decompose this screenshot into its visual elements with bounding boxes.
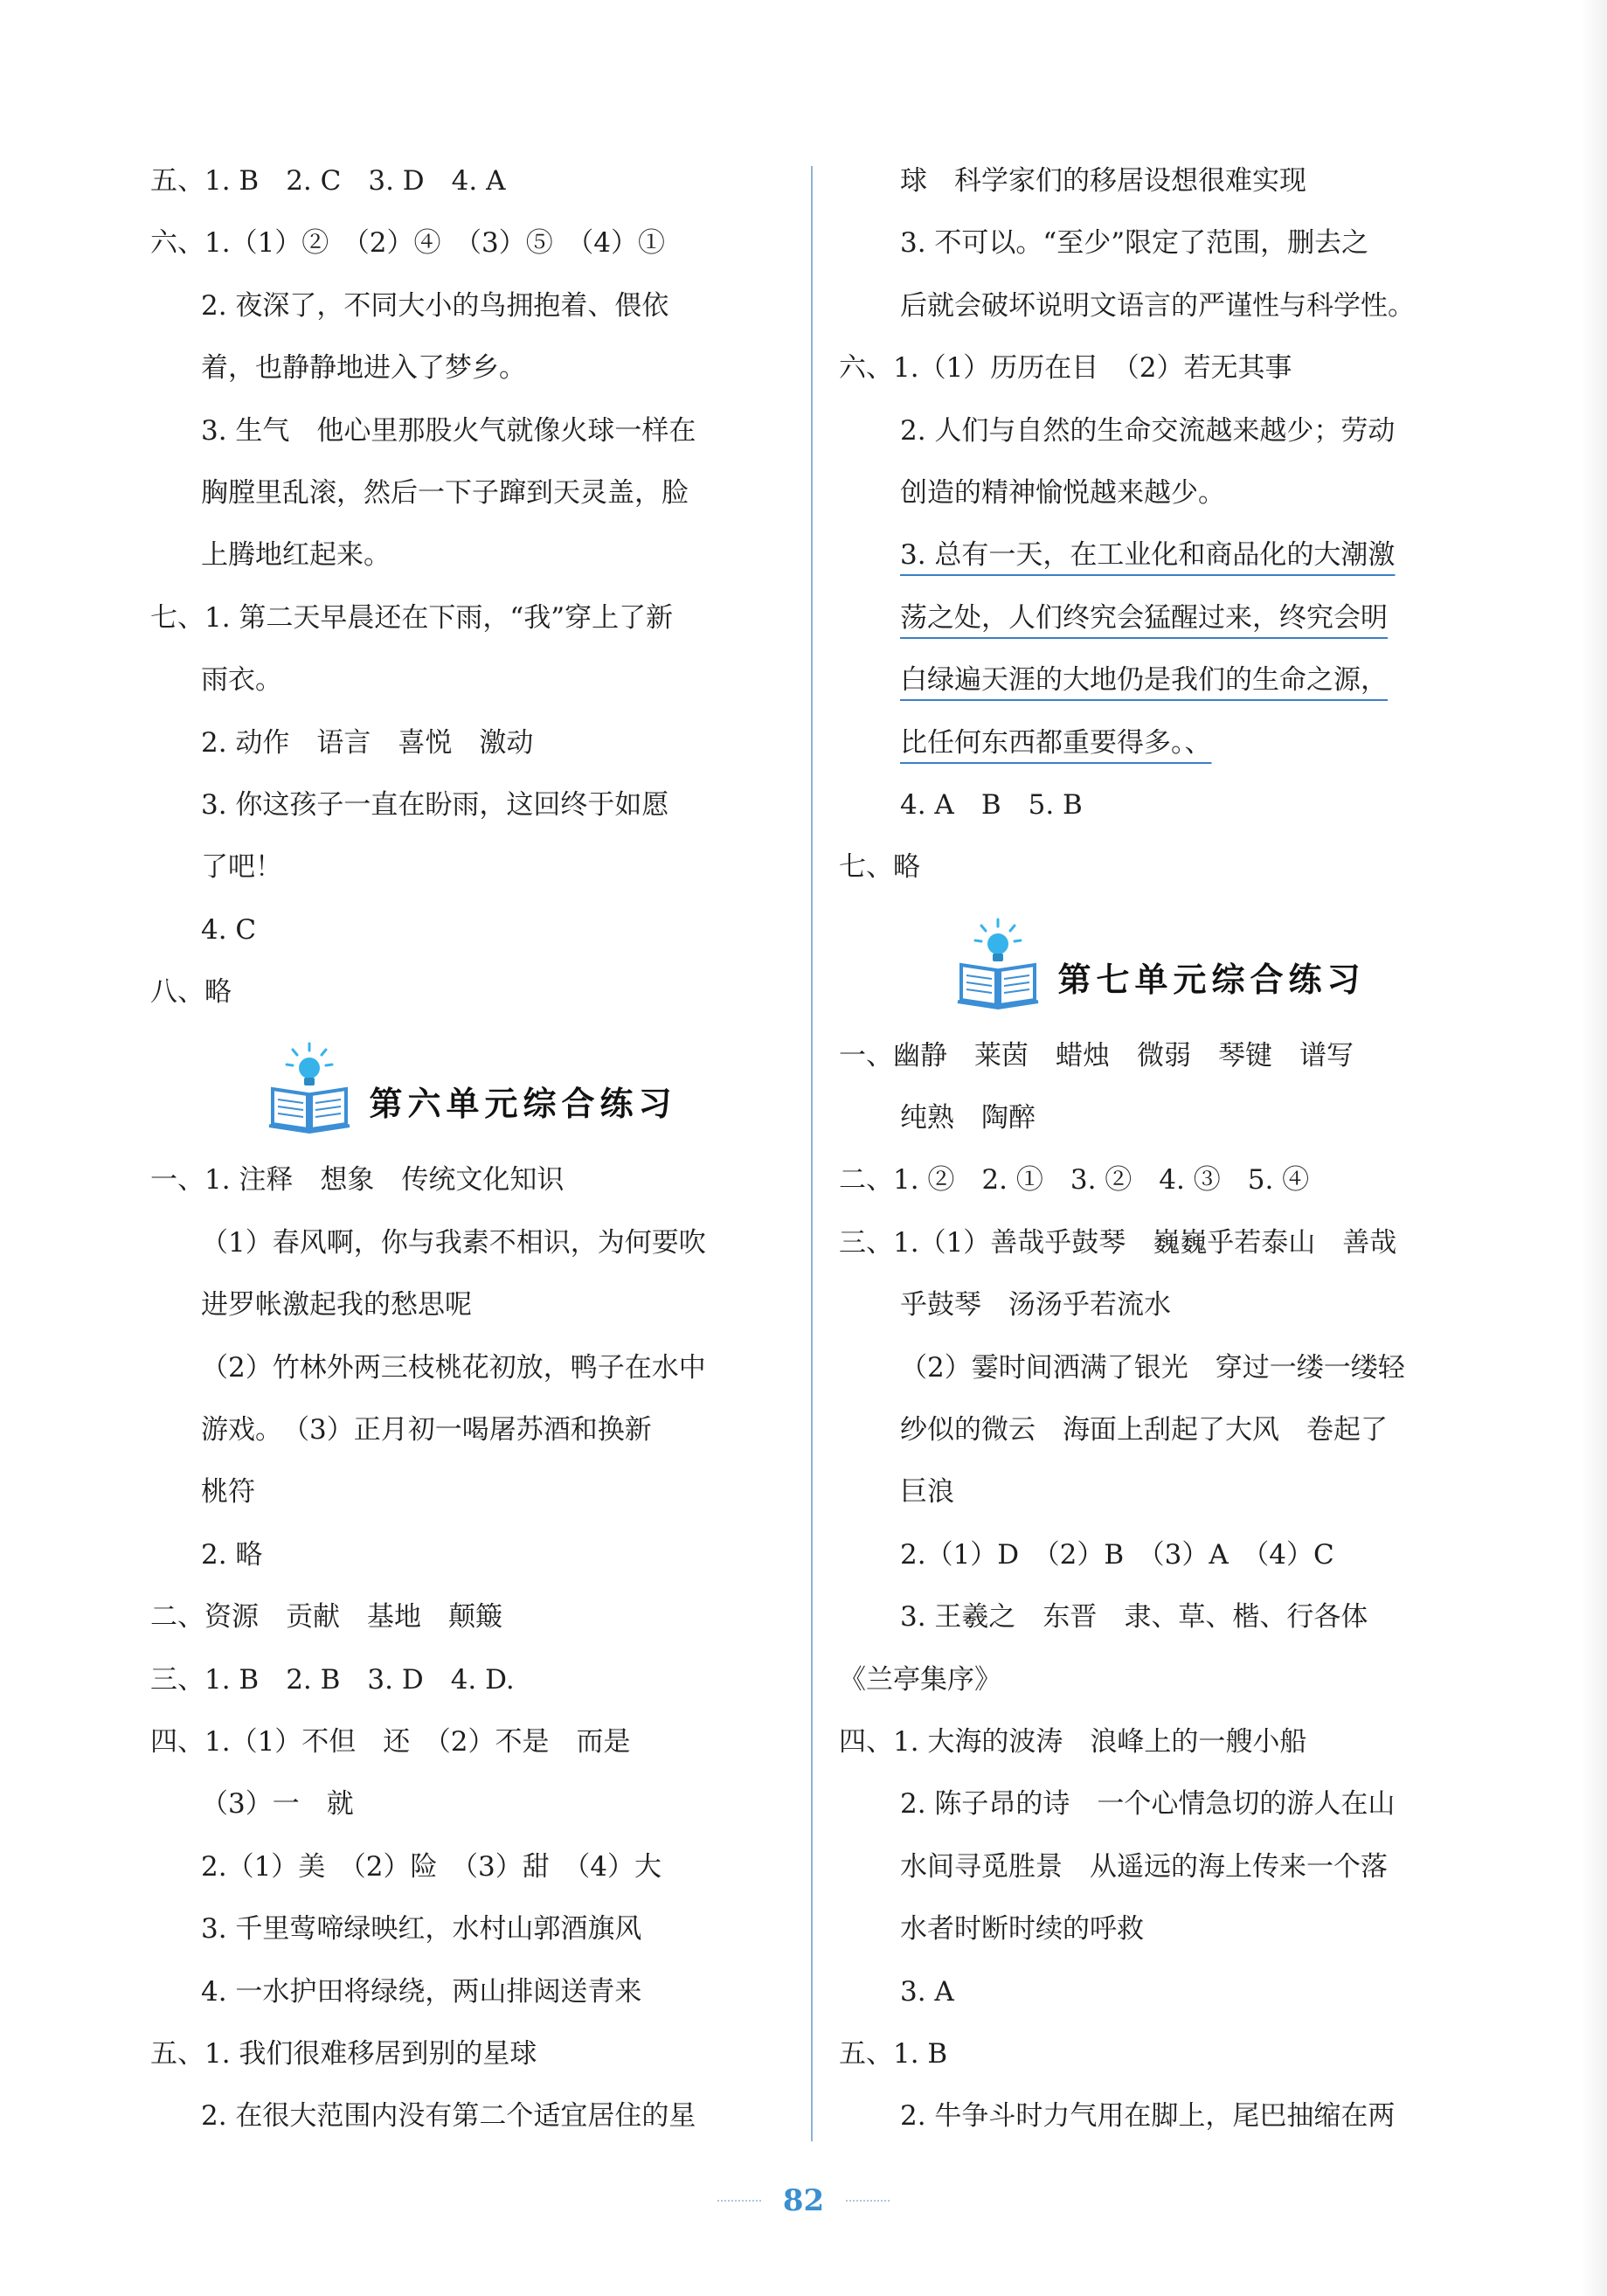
answer-line: 2. 在很大范围内没有第二个适宜居住的星 bbox=[201, 2100, 696, 2133]
answer-line: （1）春风啊，你与我素不相识，为何要吹 bbox=[201, 1226, 706, 1259]
answer-line: 3. 你这孩子一直在盼雨，这回终于如愿 bbox=[201, 788, 669, 821]
answer-line: 一、幽静 莱茵 蜡烛 微弱 琴键 谱写 bbox=[839, 1039, 1354, 1072]
answer-line: 3. 千里莺啼绿映红，水村山郭酒旗风 bbox=[201, 1913, 642, 1946]
answer-line: 3. 王羲之 东晋 隶、草、楷、行各体 bbox=[900, 1601, 1368, 1634]
answer-line: 三、1. B 2. B 3. D 4. D. bbox=[150, 1663, 515, 1696]
answer-line: 4. C bbox=[201, 913, 257, 946]
answer-line bbox=[839, 649, 1481, 711]
answer-line: 着，也静静地进入了梦乡。 bbox=[201, 352, 526, 385]
answer-line: 二、资源 贡献 基地 颠簸 bbox=[150, 1601, 502, 1634]
answer-line: 创造的精神愉悦越来越少。 bbox=[900, 476, 1225, 509]
answer-line: 《兰亭集序》 bbox=[839, 1663, 1001, 1696]
answer-line: 三、1.（1）善哉乎鼓琴 巍巍乎若泰山 善哉 bbox=[839, 1226, 1397, 1259]
answer-line bbox=[839, 587, 1481, 649]
left-column bbox=[150, 150, 793, 2148]
answer-line: 水间寻觅胜景 从遥远的海上传来一个落 bbox=[900, 1850, 1388, 1883]
answer-line: 纯熟 陶醉 bbox=[900, 1102, 1036, 1134]
underlined-text: 白绿遍天涯的大地仍是我们的生命之源， bbox=[900, 664, 1388, 697]
answer-line: 四、1.（1）不但 还 （2）不是 而是 bbox=[150, 1725, 631, 1758]
underlined-text: 比任何东西都重要得多。、 bbox=[900, 726, 1212, 759]
book-lightbulb-icon bbox=[954, 914, 1042, 1010]
answer-line: 七、略 bbox=[839, 851, 920, 884]
page-number-dots-left bbox=[717, 2200, 761, 2202]
answer-line: 4. 一水护田将绿绕，两山排闼送青来 bbox=[201, 1975, 642, 2008]
page-number-value: 82 bbox=[782, 2183, 825, 2218]
page-number-dots-right bbox=[846, 2200, 890, 2202]
section-title: 第七单元综合练习 bbox=[1057, 960, 1366, 999]
answer-line: 五、1. B bbox=[839, 2037, 948, 2070]
answer-line: 胸膛里乱滚，然后一下子蹿到天灵盖，脸 bbox=[201, 476, 689, 509]
answer-line: 3. A bbox=[900, 1975, 954, 2008]
answer-line: 四、1. 大海的波涛 浪峰上的一艘小船 bbox=[839, 1725, 1307, 1758]
book-lightbulb-icon bbox=[266, 1038, 353, 1134]
section-heading bbox=[150, 1023, 793, 1149]
answer-line: 乎鼓琴 汤汤乎若流水 bbox=[900, 1289, 1171, 1321]
column-divider bbox=[811, 166, 813, 2141]
answer-line: 2. 陈子昂的诗 一个心情急切的游人在山 bbox=[900, 1788, 1396, 1821]
answer-line: 纱似的微云 海面上刮起了大风 卷起了 bbox=[900, 1414, 1388, 1446]
answer-line: 球 科学家们的移居设想很难实现 bbox=[900, 165, 1306, 197]
answer-line bbox=[839, 524, 1481, 586]
answer-line: 2. 人们与自然的生命交流越来越少；劳动 bbox=[900, 414, 1396, 447]
underlined-text: 3. 总有一天，在工业化和商品化的大潮激 bbox=[900, 539, 1396, 572]
answer-line: 六、1.（1）② （2）④ （3）⑤ （4）① bbox=[150, 227, 665, 260]
answer-line: 水者时断时续的呼救 bbox=[900, 1913, 1144, 1946]
answer-line: 后就会破坏说明文语言的严谨性与科学性。 bbox=[900, 289, 1415, 322]
answer-line: 2. 略 bbox=[201, 1538, 263, 1571]
answer-line: 雨衣。 bbox=[201, 664, 282, 697]
answer-line: 游戏。 （3）正月初一喝屠苏酒和换新 bbox=[201, 1414, 652, 1446]
answer-line: 七、1. 第二天早晨还在下雨，“我”穿上了新 bbox=[150, 601, 674, 634]
section-heading bbox=[839, 899, 1481, 1025]
answer-line: 2. 牛争斗时力气用在脚上，尾巴抽缩在两 bbox=[900, 2100, 1396, 2133]
page-number bbox=[0, 2183, 1607, 2218]
answer-line: 一、1. 注释 想象 传统文化知识 bbox=[150, 1164, 565, 1197]
underlined-text: 荡之处，人们终究会猛醒过来，终究会明 bbox=[900, 601, 1388, 634]
answer-line: 桃符 bbox=[201, 1476, 255, 1509]
answer-line: 八、略 bbox=[150, 976, 232, 1009]
answer-line: （2）竹林外两三枝桃花初放，鸭子在水中 bbox=[201, 1351, 706, 1384]
right-column bbox=[839, 150, 1481, 2148]
answer-line: 2. 夜深了，不同大小的鸟拥抱着、偎依 bbox=[201, 289, 669, 322]
answer-line: 五、1. B 2. C 3. D 4. A bbox=[150, 165, 506, 197]
answer-line: 了吧！ bbox=[201, 851, 282, 884]
answer-line: 上腾地红起来。 bbox=[201, 539, 391, 572]
answer-line: 3. 生气 他心里那股火气就像火球一样在 bbox=[201, 414, 696, 447]
answer-line bbox=[839, 712, 1481, 774]
answer-line: 2. 动作 语言 喜悦 激动 bbox=[201, 726, 534, 759]
section-title: 第六单元综合练习 bbox=[369, 1085, 677, 1124]
answer-line: 二、1. ② 2. ① 3. ② 4. ③ 5. ④ bbox=[839, 1164, 1310, 1197]
answer-line: 2.（1）D （2）B （3）A （4）C bbox=[900, 1538, 1334, 1571]
answer-line: （3）一 就 bbox=[201, 1788, 354, 1821]
answer-line: 3. 不可以。“至少”限定了范围，删去之 bbox=[900, 227, 1369, 260]
answer-line: 2.（1）美 （2）险 （3）甜 （4）大 bbox=[201, 1850, 662, 1883]
answer-line: 巨浪 bbox=[900, 1476, 954, 1509]
answer-line: 4. A B 5. B bbox=[900, 788, 1083, 821]
answer-line: 进罗帐激起我的愁思呢 bbox=[201, 1289, 472, 1321]
answer-line: 五、1. 我们很难移居到别的星球 bbox=[150, 2037, 537, 2070]
answer-line: （2）霎时间洒满了银光 穿过一缕一缕轻 bbox=[900, 1351, 1405, 1384]
answer-line: 六、1.（1）历历在目 （2）若无其事 bbox=[839, 352, 1292, 385]
page-edge-shadow bbox=[1581, 0, 1607, 2296]
